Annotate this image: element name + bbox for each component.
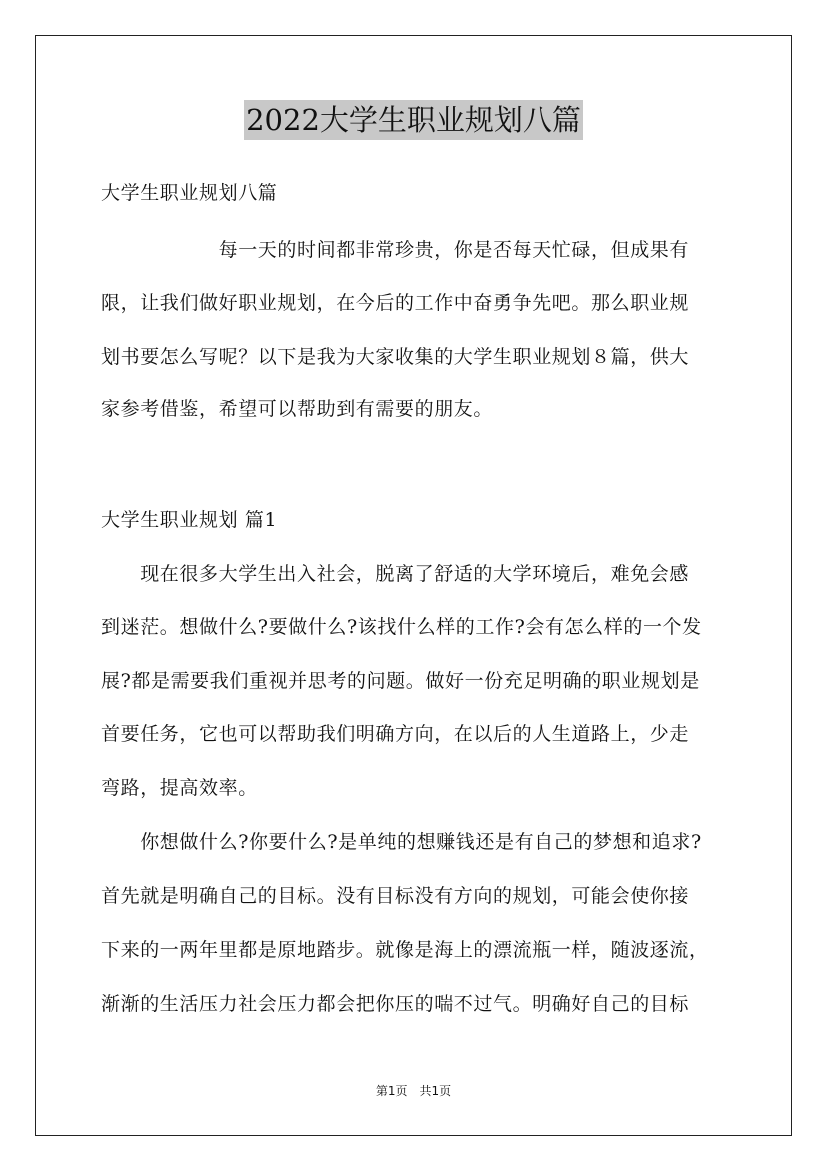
paragraph-line: 家参考借鉴，希望可以帮助到有需要的朋友。 (101, 398, 494, 420)
doc-subtitle: 大学生职业规划八篇 (101, 182, 278, 204)
section-heading: 大学生职业规划 篇1 (101, 509, 278, 531)
paragraph-line: 渐渐的生活压力社会压力都会把你压的喘不过气。明确好自己的目标 (101, 993, 690, 1015)
paragraph-line: 下来的一两年里都是原地踏步。就像是海上的漂流瓶一样，随波逐流， (101, 939, 709, 961)
paragraph-line: 限，让我们做好职业规划，在今后的工作中奋勇争先吧。那么职业规 (101, 292, 690, 314)
paragraph-line: 每一天的时间都非常珍贵，你是否每天忙碌，但成果有 (101, 239, 690, 261)
title-container (0, 100, 827, 140)
paragraph-line: 首要任务，它也可以帮助我们明确方向，在以后的人生道路上，少走 (101, 723, 690, 745)
paragraph-line: 首先就是明确自己的目标。没有目标没有方向的规划，可能会使你接 (101, 885, 690, 907)
paragraph-line: 展?都是需要我们重视并思考的问题。做好一份充足明确的职业规划是 (101, 670, 700, 692)
paragraph-line: 现在很多大学生出入社会，脱离了舒适的大学环境后，难免会感 (101, 563, 690, 585)
paragraph-line: 你想做什么?你要什么?是单纯的想赚钱还是有自己的梦想和追求? (101, 831, 702, 853)
document-title: 2022大学生职业规划八篇 (244, 100, 583, 140)
page-number: 第1页 共1页 (375, 1084, 452, 1098)
paragraph-line: 弯路，提高效率。 (101, 777, 258, 799)
paragraph-line: 到迷茫。想做什么?要做什么?该找什么样的工作?会有怎么样的一个发 (101, 616, 702, 638)
paragraph-line: 划书要怎么写呢？以下是我为大家收集的大学生职业规划８篇，供大 (101, 346, 690, 368)
